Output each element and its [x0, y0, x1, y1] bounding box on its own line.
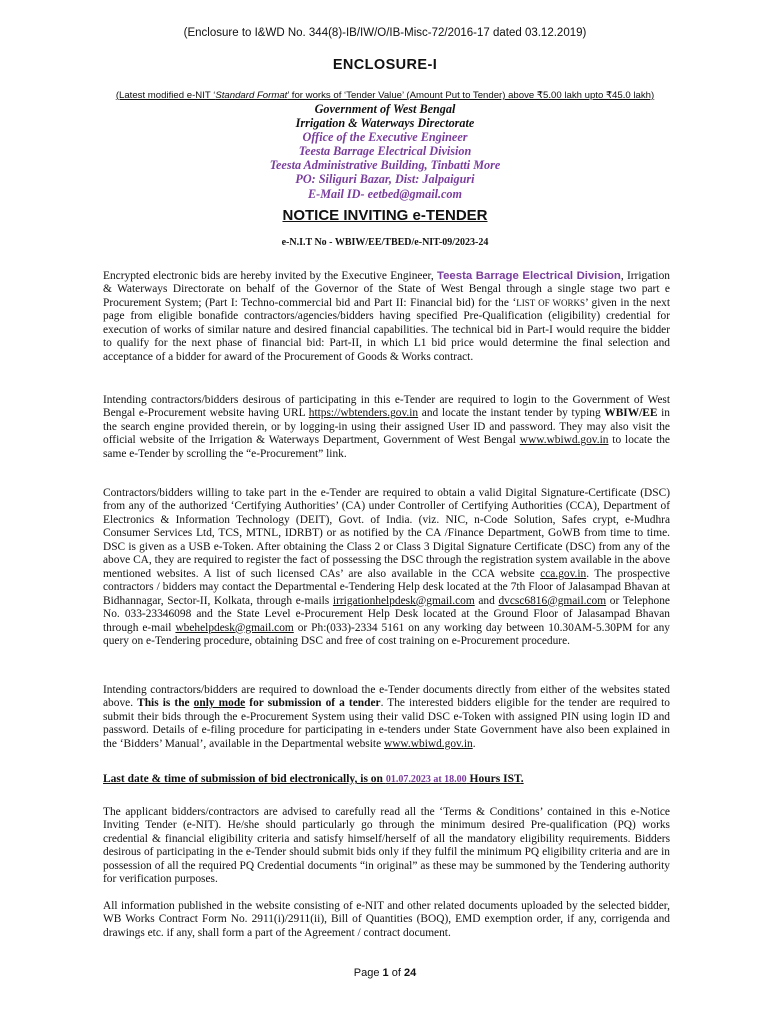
paragraph-invitation — [103, 270, 670, 364]
cca-link[interactable]: cca.gov.in — [540, 567, 587, 580]
list-of-works-label: LIST OF WORKS — [516, 297, 585, 308]
building-line: Teesta Administrative Building, Tinbatti More — [269, 158, 501, 173]
text-run: Intending contractors/bidders desirous of participating in this e-Tender are required to login to the Government of West Bengal e-Procurement website having URL — [103, 394, 670, 420]
only-mode-text: only mode — [193, 697, 246, 710]
paragraph-terms: The applicant bidders/contractors are advised to carefully read all the ‘Terms & Conditions’ contained in this e-Notice Inviting Tender (e-NIT). He/she should particularly go through the minimum desired Pre-qualification (PQ) works credential & financial eligibility criteria and satisfy himself/herself of all the mandatory eligibility requirements. Bidders desirous of participating in the e-Tender should submit bids only if they fulfil the minimum PQ eligibility criteria and are in possession of all the required PQ Credential documents “in original” as these may be summoned by the Tendering authority for verification purposes. — [103, 806, 670, 886]
subtitle-part-c: ’ for works of ‘Tender Value’ (Amount Put to Tender) above ₹5.00 lakh upto ₹45.0 lakh) — [287, 90, 655, 101]
paragraph-login — [103, 394, 670, 461]
text-run: This is the — [137, 697, 194, 710]
text-run: or Ph:(033)-2334 5161 on any working day between 10.30AM-5.30PM for any query on e-Tendering procedure, obtaining DSC and free of cost training on e-Procurement procedure. — [103, 621, 670, 647]
government-line: Government of West Bengal — [314, 102, 456, 116]
page-word: Page — [353, 967, 383, 979]
text-run: and — [474, 594, 499, 607]
office-address-block — [0, 102, 770, 201]
text-run: Contractors/bidders willing to take part in the e-Tender are required to obtain a valid Digital Signature-Certificate (DSC) from any of the authorized ‘Certifying Authorities’ (CA) under Controller of Certifying Authorities (CCA), Department of Electronics & Information Technology (DEIT), Govt. of India. (viz. NIC, n-Code Solution, Safes crypt, e-Mudhra Consumer Services Ltd, TCS, MTNL, IDRBT) or as notified by the CA /Finance Department, GoWB from time to time. DSC is given as a USB e-Token. After obtaining the Class 2 or Class 3 Digital Signature Certificate (DSC) from any of the above CA, they are required to register the fact of possessing the DSC through the registration system available in the above mentioned websites. A list of such licensed CAs’ are also available in the CCA website — [103, 487, 670, 580]
text-run: and locate the instant tender by typing — [418, 407, 605, 420]
subtitle-part-a: (Latest modified e-NIT ‘ — [115, 90, 216, 101]
text-run: in the search engine provided therein, or by logging-in using their assigned User ID and password. They may also visit the official website of the Irrigation & Waterways Department, Government of West Bengal — [103, 407, 670, 447]
mode-statement — [137, 697, 380, 709]
submission-deadline — [103, 773, 670, 785]
wbiwd-link-2[interactable]: www.wbiwd.gov.in — [383, 737, 473, 750]
enclosure-title: ENCLOSURE-I — [332, 57, 438, 73]
division-highlight: Teesta Barrage Electrical Division — [436, 270, 621, 282]
text-run: ’ given in the next page from eligible bonafide contractors/agencies/bidders having specified Pre-Qualification (eligibility) credential for execution of works of similar nature and desired financial capabilities. The technical bid in Part-I would require the bidder to qualify for the next phase of financial bid: Part-II, in which L1 bid price would determine the final selection and acceptance of a bidder for award of the Procurement of Goods & Works contract. — [103, 296, 671, 363]
format-subtitle — [0, 90, 770, 101]
directorate-line: Irrigation & Waterways Directorate — [295, 116, 475, 131]
email-line: E-Mail ID- eetbed@gmail.com — [308, 186, 462, 201]
text-run: Encrypted electronic bids are hereby invited by the Executive Engineer, — [103, 270, 437, 282]
wbtenders-link[interactable]: https://wbtenders.gov.in — [308, 407, 419, 420]
text-run: or Telephone No. 033-23346098 and the State Level e-Procurement Help Desk located at the Ground Floor of Jalasampad Bhavan through e-mail — [103, 594, 670, 634]
paragraph-download — [103, 684, 670, 751]
office-line: Office of the Executive Engineer — [302, 130, 468, 145]
text-run: . The prospective contractors / bidders may contact the Departmental e-Tendering Help desk located at the 7th Floor of Jalasampad Bhavan at Bidhannagar, Sector-II, Kolkata, through e-mails — [103, 567, 670, 607]
of-word: of — [388, 967, 404, 979]
enclosure-reference: (Enclosure to I&WD No. 344(8)-IB/IW/O/IB-Misc-72/2016-17 dated 03.12.2019) — [183, 27, 587, 39]
paragraph-dsc — [103, 487, 670, 648]
subtitle-standard-format: Standard Format — [215, 90, 288, 101]
wbiwd-link[interactable]: www.wbiwd.gov.in — [519, 434, 609, 447]
search-code: WBIW/EE — [604, 407, 658, 420]
text-run: Last date & time of submission of bid electronically, is on — [103, 773, 386, 785]
irrigation-helpdesk-email[interactable]: irrigationhelpdesk@gmail.com — [332, 594, 475, 607]
dvcsc-email[interactable]: dvcsc6816@gmail.com — [498, 594, 607, 607]
text-run: , Irrigation & Waterways Directorate on behalf of the Governor of the State of West Bengal through a single stage two part e Procurement System; (Part I: Techno-commercial bid and Part II: Financial bid) for the ‘ — [103, 270, 670, 309]
notice-title: NOTICE INVITING e-TENDER — [282, 207, 488, 224]
nit-number: e-N.I.T No - WBIW/EE/TBED/e-NIT-09/2023-24 — [281, 237, 489, 248]
text-run: Intending contractors/bidders are required to download the e-Tender documents directly from either of the websites stated above. — [103, 684, 670, 710]
page-number: 1 — [382, 967, 389, 979]
division-line: Teesta Barrage Electrical Division — [298, 144, 472, 159]
text-run: Hours IST — [466, 773, 521, 785]
text-run: . — [520, 773, 524, 785]
deadline-date: 01.07.2023 at 18.00 — [385, 774, 467, 785]
text-run: for submission of a tender — [245, 697, 381, 710]
text-run: to locate the same e-Tender by scrolling the “e-Procurement” link. — [103, 434, 670, 460]
page-footer — [0, 967, 770, 979]
page-total: 24 — [403, 967, 417, 979]
wbehelpdesk-email[interactable]: wbehelpdesk@gmail.com — [175, 621, 294, 634]
paragraph-agreement: All information published in the website consisting of e-NIT and other related documents uploaded by the selected bidder, WB Works Contract Form No. 2911(i)/2911(ii), Bill of Quantities (BOQ), EMD exemption order, if any, corrigenda and drawings etc. if any, shall form a part of the Agreement / contract document. — [103, 900, 670, 939]
postal-line: PO: Siliguri Bazar, Dist: Jalpaiguri — [295, 172, 475, 187]
text-run: . — [472, 737, 476, 750]
text-run: . The interested bidders eligible for the tender are required to submit their bids through the e-Procurement System using their valid DSC e-Token with assigned PIN using login ID and password. Details of e-filing procedure for participating in e-tenders under State Government have also been explained in the ‘Bidders’ Manual’, available in the Departmental website — [103, 697, 670, 750]
